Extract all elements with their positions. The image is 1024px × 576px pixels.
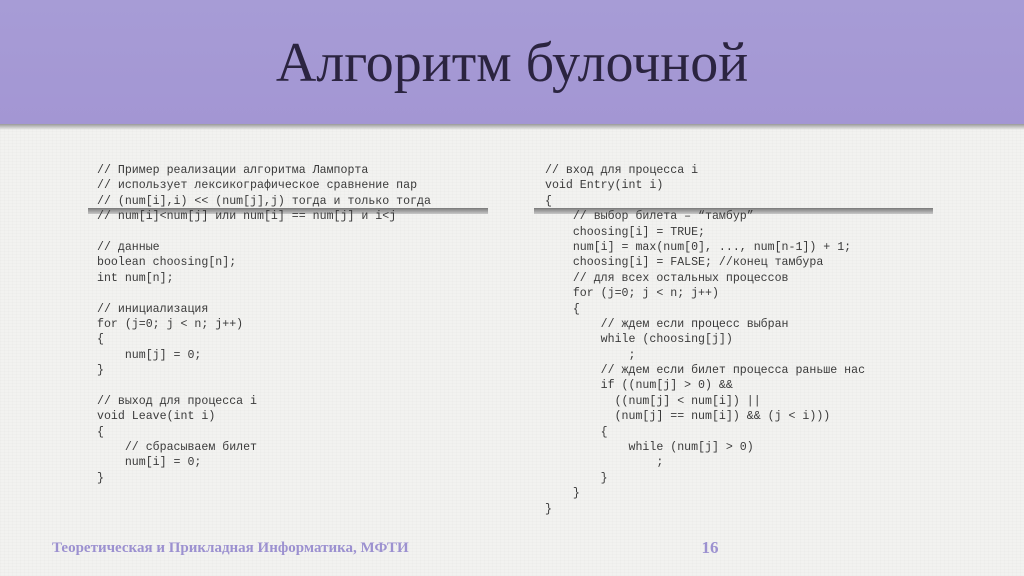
code-line: {: [545, 302, 580, 316]
code-line: // ждем если процесс выбран: [545, 317, 789, 331]
code-line: for (j=0; j < n; j++): [97, 317, 244, 331]
code-block-left: [97, 163, 431, 486]
code-line: [97, 225, 431, 240]
code-line: // выбор билета – “тамбур”: [545, 210, 754, 224]
code-line: // инициализация: [97, 302, 209, 316]
code-line: void Leave(int i): [97, 410, 216, 424]
code-line: [97, 286, 431, 301]
code-line: {: [545, 194, 552, 208]
code-line: {: [97, 333, 104, 347]
code-line: // сбрасываем билет: [97, 441, 258, 455]
slide-title: Алгоритм булочной: [275, 32, 749, 94]
code-line: {: [97, 425, 104, 439]
code-line: for (j=0; j < n; j++): [545, 287, 719, 301]
code-line: if ((num[j] > 0) &&: [545, 379, 733, 393]
code-line: ((num[j] < num[i]) ||: [545, 394, 761, 408]
code-line: // для всех остальных процессов: [545, 271, 789, 285]
title-banner-shadow: [0, 124, 1024, 130]
code-line: [97, 378, 431, 393]
code-line: boolean choosing[n];: [97, 256, 237, 270]
code-line: num[j] = 0;: [97, 348, 202, 362]
code-line: num[i] = 0;: [97, 456, 202, 470]
code-line: }: [545, 471, 608, 485]
code-block-right: [545, 163, 865, 517]
title-banner: [0, 0, 1024, 124]
code-line: choosing[i] = TRUE;: [545, 225, 706, 239]
code-line: while (choosing[j]): [545, 333, 733, 347]
code-line: // использует лексикографическое сравнение пар: [97, 179, 418, 193]
code-line: // вход для процесса i: [545, 164, 699, 177]
code-line: int num[n];: [97, 271, 174, 285]
code-line: // num[i]<num[j] или num[i] == num[j] и i<j: [97, 210, 397, 224]
code-line: // ждем если билет процесса раньше нас: [545, 364, 866, 378]
footer-text: Теоретическая и Прикладная Информатика, МФТИ: [52, 540, 409, 556]
code-line: }: [545, 502, 552, 516]
code-line: }: [545, 487, 580, 501]
code-line: while (num[j] > 0): [545, 441, 754, 455]
code-line: // выход для процесса i: [97, 394, 258, 408]
code-line: // данные: [97, 240, 160, 254]
code-line: ;: [545, 348, 636, 362]
code-line: ;: [545, 456, 664, 470]
code-line: }: [97, 364, 104, 378]
code-line: }: [97, 471, 104, 485]
code-line: (num[j] == num[i]) && (j < i))): [545, 410, 831, 424]
code-line: choosing[i] = FALSE; //конец тамбура: [545, 256, 824, 270]
code-line: num[i] = max(num[0], ..., num[n-1]) + 1;: [545, 240, 852, 254]
code-line: // Пример реализации алгоритма Лампорта: [97, 164, 369, 177]
code-line: void Entry(int i): [545, 179, 664, 193]
page-number: 16: [701, 538, 719, 557]
code-line: // (num[i],i) << (num[j],j) тогда и только тогда: [97, 194, 431, 208]
code-line: {: [545, 425, 608, 439]
